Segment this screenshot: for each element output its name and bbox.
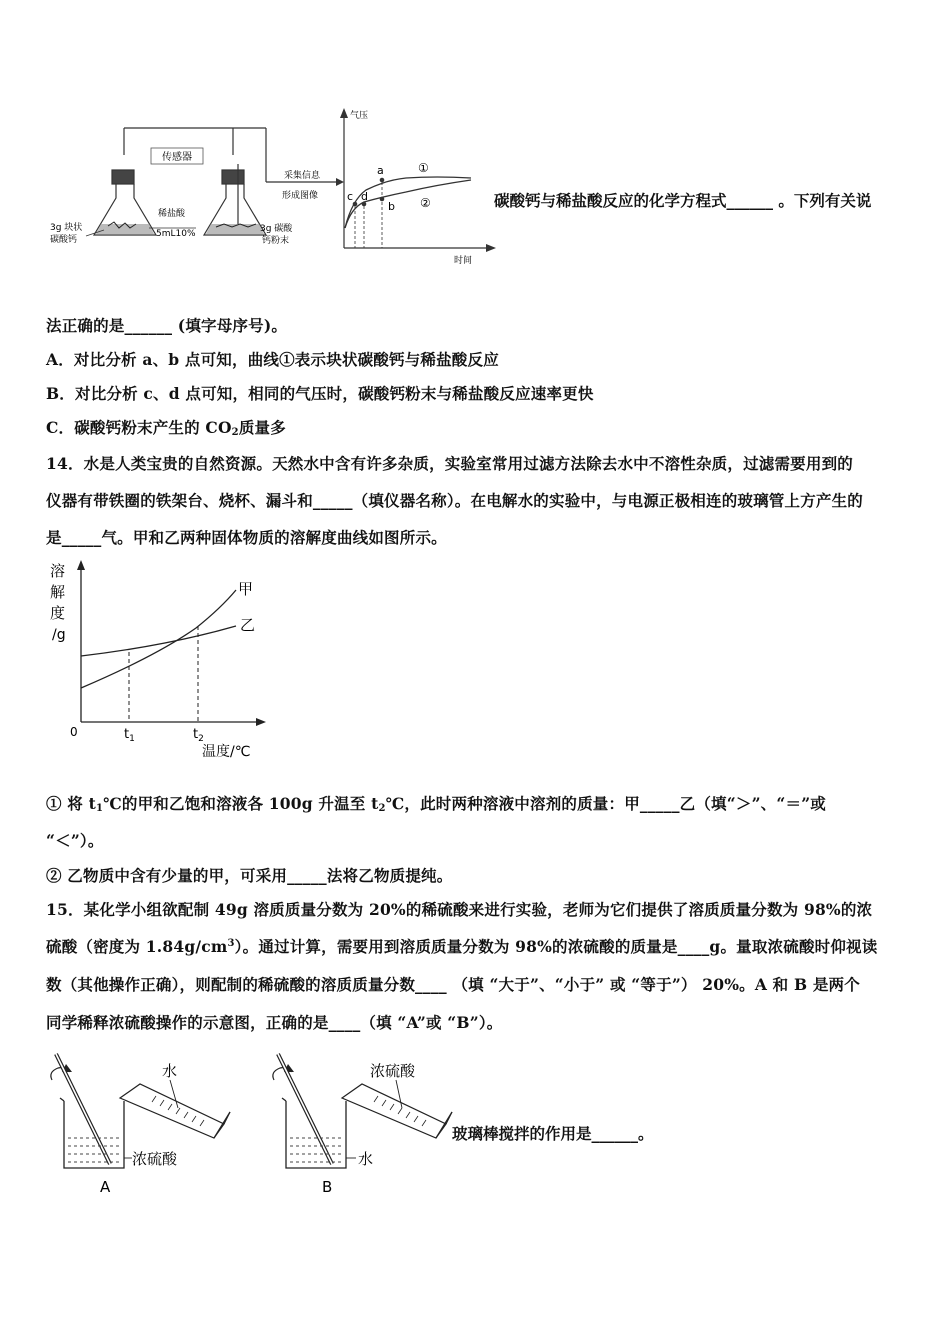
q13-option-a: A．对比分析 a、b 点可知，曲线①表示块状碳酸钙与稀盐酸反应 [46,350,499,369]
t1-label: $t_1$ [124,727,135,744]
collect-label-2: 形成图像 [282,191,319,201]
right-label-1: 3g 碳酸 [260,224,293,234]
q13-continuation: 法正确的是______ (填字母序号)。 [46,316,288,335]
q13-option-b: B．对比分析 c、d 点可知，相同的气压时，碳酸钙粉末与稀盐酸反应速率更快 [46,384,594,403]
q15-side-text: 玻璃棒搅拌的作用是______。 [452,1124,654,1143]
fig-b-caption: B [322,1178,333,1196]
curve-1-label: ① [418,161,429,175]
fig-b-side-label: 水 [358,1150,374,1168]
origin-label: 0 [70,725,78,739]
curve-jia-label: 甲 [238,580,254,598]
apparatus-figure [46,100,496,268]
q14-line-3: 是_____气。甲和乙两种固体物质的溶解度曲线如图所示。 [46,528,447,547]
point-a: a [377,164,384,177]
y-label-1: 溶 [50,562,66,580]
y-label-4: /g [52,627,66,643]
q14-statement-1-cont: “＜”）。 [46,831,104,850]
q15-line-4: 同学稀释浓硫酸操作的示意图，正确的是____（填 “A”或 “B”）。 [46,1013,503,1032]
time-axis-label: 时间 [454,256,473,266]
t2-label: $t_2$ [193,727,204,744]
q13-option-c: C．碳酸钙粉末产生的 $CO_2$质量多 [46,418,286,438]
acid-label-2: 5mL10% [156,229,196,239]
solubility-graph [46,556,276,766]
fig-a-caption: A [100,1178,111,1196]
q14-statement-2: ② 乙物质中含有少量的甲，可采用_____法将乙物质提纯。 [46,866,453,885]
fig-a-side-label: 浓硫酸 [132,1150,178,1168]
point-c: c [347,190,354,203]
q14-statement-1: ① 将 $t_1℃$的甲和乙饱和溶液各 100g 升温至 $t_2℃$，此时两种溶液中溶剂的质量：甲_____乙（填“＞”、“＝”或 [46,794,827,814]
pressure-axis-label: 气压 [350,111,369,121]
point-d: d [361,190,368,203]
q13-side-text: 碳酸钙与稀盐酸反应的化学方程式______ 。下列有关说 [494,191,872,210]
dilution-figure-a [44,1046,244,1198]
q15-line-2: 硫酸（密度为 $1.84g/cm^3$）。通过计算，需要用到溶质质量分数为 98%的浓硫酸的质量是____g。量取浓硫酸时仰视读 [46,937,878,956]
dilution-figure-b [266,1046,466,1198]
y-label-2: 解 [50,583,66,601]
acid-label-1: 稀盐酸 [158,209,186,219]
curve-2-label: ② [420,196,431,210]
q14-line-2: 仪器有带铁圈的铁架台、烧杯、漏斗和_____（填仪器名称）。在电解水的实验中，与电源正极相连的玻璃管上方产生的 [46,491,864,510]
q14-line-1: 14．水是人类宝贵的自然资源。天然水中含有许多杂质，实验室常用过滤方法除去水中不溶性杂质，过滤需要用到的 [46,454,853,473]
point-b: b [388,200,395,213]
q15-line-3: 数（其他操作正确），则配制的稀硫酸的溶质质量分数____ （填 “大于”、“小于” 或 “等于”） 20%。A 和 B 是两个 [46,975,860,994]
curve-yi-label: 乙 [240,616,256,634]
y-label-3: 度 [50,604,66,622]
fig-b-top-label: 浓硫酸 [370,1062,416,1080]
curve-jia [81,590,236,688]
left-label-2: 碳酸钙 [50,235,78,245]
collect-label-1: 采集信息 [284,171,321,181]
left-label-1: 3g 块状 [50,223,83,233]
right-label-2: 钙粉末 [262,236,290,246]
fig-a-top-label: 水 [162,1062,178,1080]
sensor-label: 传感器 [162,152,192,163]
x-axis-label: 温度/℃ [202,744,251,760]
q15-line-1: 15．某化学小组欲配制 49g 溶质质量分数为 20%的稀硫酸来进行实验，老师为它们提供了溶质质量分数为 98%的浓 [46,900,873,919]
